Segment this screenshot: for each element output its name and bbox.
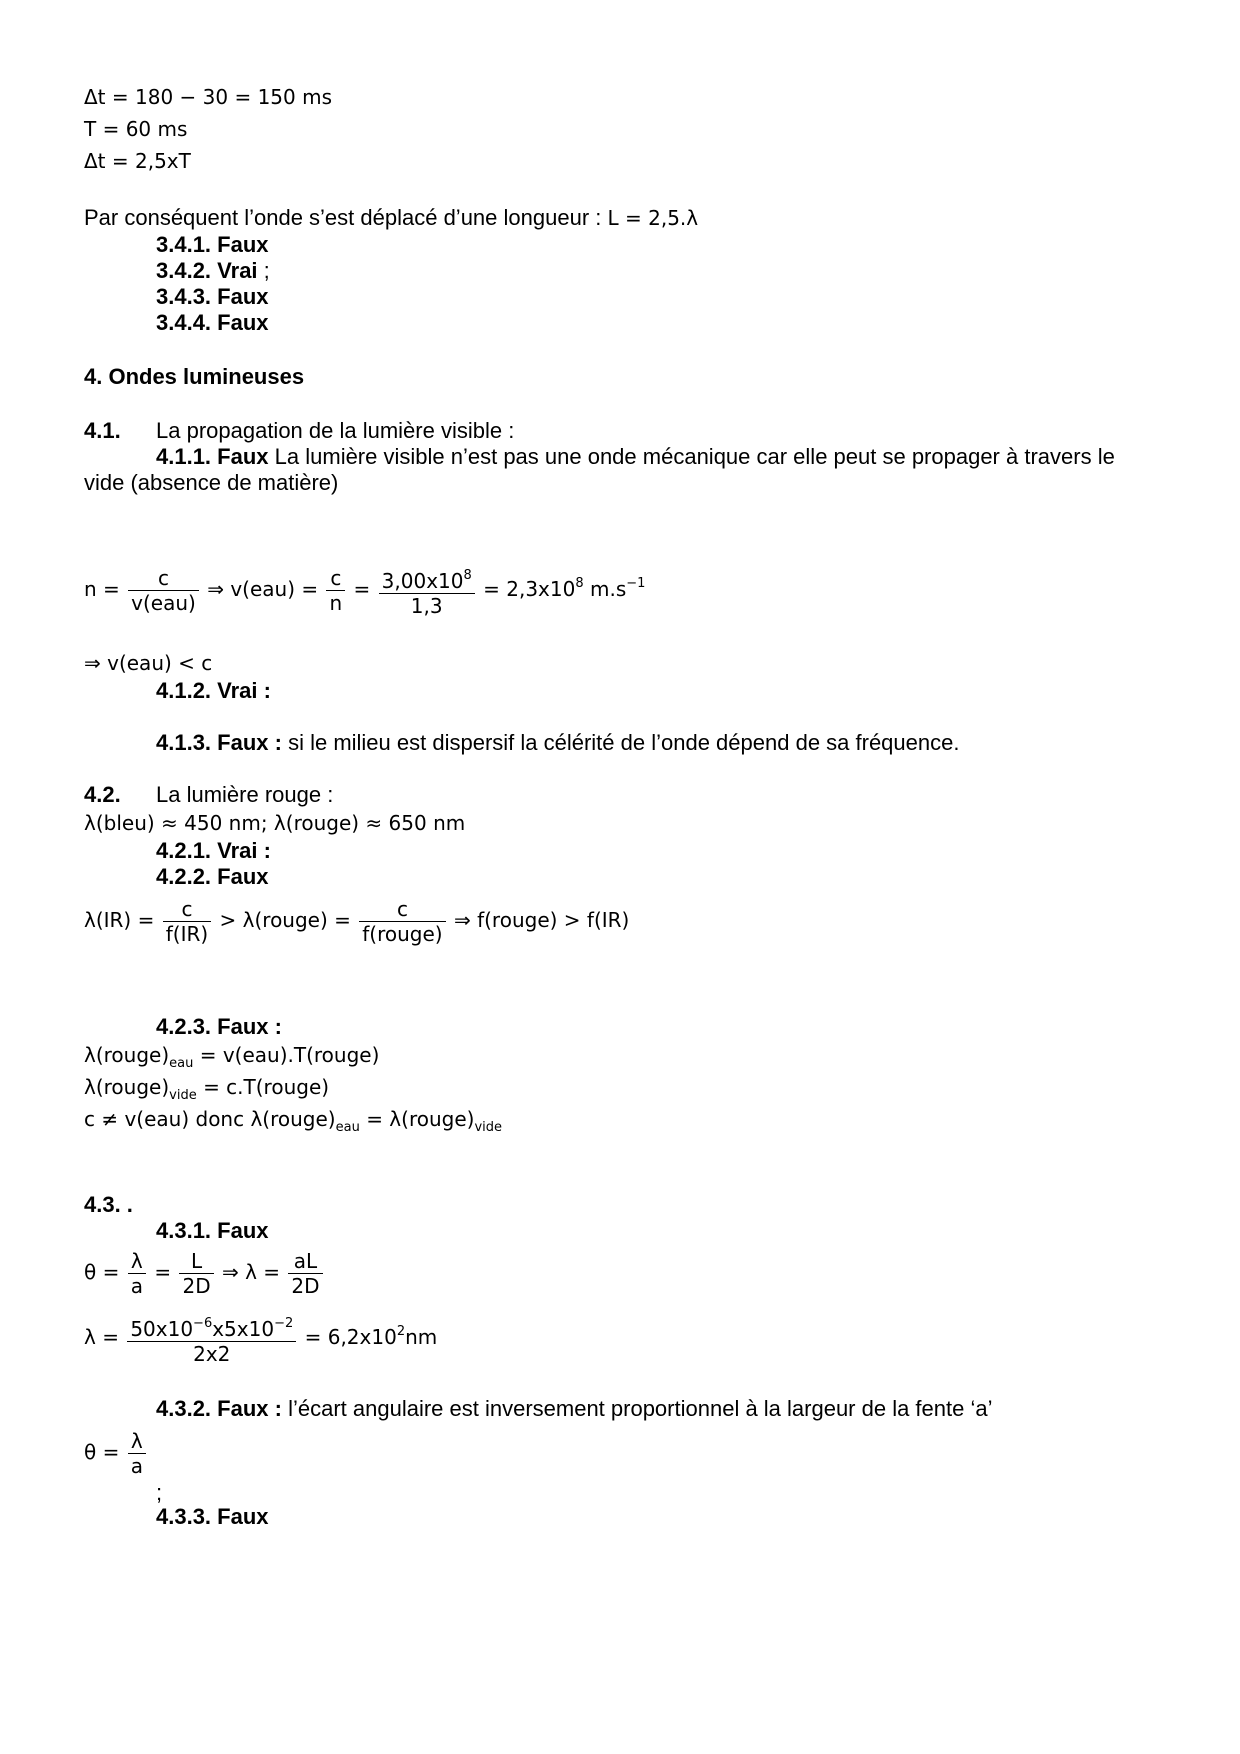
fraction-aL-over-2D: $\frac{aL}{2D}$ [288, 1249, 322, 1298]
delta-t-line: Δt = 180 − 30 = 150 ms [84, 85, 332, 109]
refraction-equation: n = $\frac{c}{\text{v(eau)}}$ ⇒ v(eau) = $\frac{c}{n}$ = $\frac{3,00x10^8}{1,3}$ = $2,3x10^8$ $m.s^{-1}$ [84, 556, 645, 618]
wavelength-water-line: $\lambda(rouge)_{eau}$ = v(eau).T(rouge) [84, 1043, 380, 1071]
section-4-3-number: 4.3. . [84, 1192, 133, 1217]
semicolon-line: ; [156, 1480, 163, 1505]
wave-distance-formula: L = 2,5.λ [607, 206, 699, 230]
fraction-c-over-frouge: $\frac{c}{\text{f(rouge)}}$ [359, 897, 445, 946]
wave-distance-text: Par conséquent l’onde s’est déplacé d’une longueur : [84, 205, 602, 230]
answer-4-1-3: 4.1.3. Faux : si le milieu est dispersif la célérité de l’onde dépend de sa fréquence. [156, 730, 960, 755]
answer-4-1-2: 4.1.2. Vrai : [156, 678, 271, 703]
fraction-lambda-over-a: $\frac{\lambda}{a}$ [128, 1249, 146, 1298]
wavelength-conclusion-line: c ≠ v(eau) donc $\lambda(rouge)_{eau}$ = $\lambda(rouge)_{vide}$ [84, 1107, 503, 1135]
answer-4-2-3: 4.2.3. Faux : [156, 1014, 282, 1039]
wavelengths-line: λ(bleu) ≈ 450 nm; λ(rouge) ≈ 650 nm [84, 811, 466, 835]
fraction-numeric: $\frac{3,00x10^8}{1,3}$ [379, 564, 475, 618]
wavelength-vacuum-line: $\lambda(rouge)_{vide}$ = c.T(rouge) [84, 1075, 330, 1103]
speed-conclusion: ⇒ v(eau) < c [84, 651, 213, 675]
answer-3-4-2: 3.4.2. Vrai ; [156, 258, 270, 283]
fraction-c-over-n: $\frac{c}{n}$ [326, 566, 345, 615]
answer-3-4-4: 3.4.4. Faux [156, 310, 269, 335]
wavelength-calculation: λ = $\frac{50x10^{-6}x5x10^{-2}}{2x2}$ = $6,2x10^2nm$ [84, 1304, 437, 1366]
answer-4-1-1-continued: vide (absence de matière) [84, 470, 339, 495]
section-4-1-title: La propagation de la lumière visible : [156, 418, 515, 443]
answer-3-4-3: 3.4.3. Faux [156, 284, 269, 309]
answer-4-1-1: 4.1.1. Faux La lumière visible n’est pas une onde mécanique car elle peut se propager à travers le [156, 444, 1115, 469]
fraction-theta: $\frac{\lambda}{a}$ [128, 1429, 146, 1478]
fraction-wavelength-numeric: $\frac{50x10^{-6}x5x10^{-2}}{2x2}$ [127, 1312, 296, 1366]
section-4-title: 4. Ondes lumineuses [84, 364, 305, 389]
section-4-1-number: 4.1. [84, 418, 121, 443]
answer-4-2-1: 4.2.1. Vrai : [156, 838, 271, 863]
infrared-equation: λ(IR) = $\frac{c}{f(IR)}$ > λ(rouge) = $\frac{c}{\text{f(rouge)}}$ ⇒ f(rouge) > f(IR) [84, 897, 630, 946]
section-4-2-title: La lumière rouge : [156, 782, 334, 807]
period-line: T = 60 ms [84, 117, 188, 141]
section-4-2-number: 4.2. [84, 782, 121, 807]
fraction-L-over-2D: $\frac{L}{2D}$ [179, 1249, 213, 1298]
fraction-c-over-fir: $\frac{c}{f(IR)}$ [163, 897, 211, 946]
wave-distance-line [84, 205, 698, 231]
fraction-c-over-veau: $\frac{c}{\text{v(eau)}}$ [128, 566, 199, 615]
answer-4-2-2: 4.2.2. Faux [156, 864, 269, 889]
answer-4-3-1: 4.3.1. Faux [156, 1218, 269, 1243]
diffraction-equation: θ = $\frac{\lambda}{a}$ = $\frac{L}{2D}$ ⇒ λ = $\frac{aL}{2D}$ [84, 1244, 325, 1300]
answer-4-3-2: 4.3.2. Faux : l’écart angulaire est inversement proportionnel à la largeur de la fente ‘a’ [156, 1396, 993, 1421]
answer-3-4-1: 3.4.1. Faux [156, 232, 269, 257]
answer-4-3-3: 4.3.3. Faux [156, 1504, 269, 1529]
angular-width-equation: θ = $\frac{\lambda}{a}$ [84, 1424, 148, 1480]
delta-t-period-line: Δt = 2,5xT [84, 149, 191, 173]
